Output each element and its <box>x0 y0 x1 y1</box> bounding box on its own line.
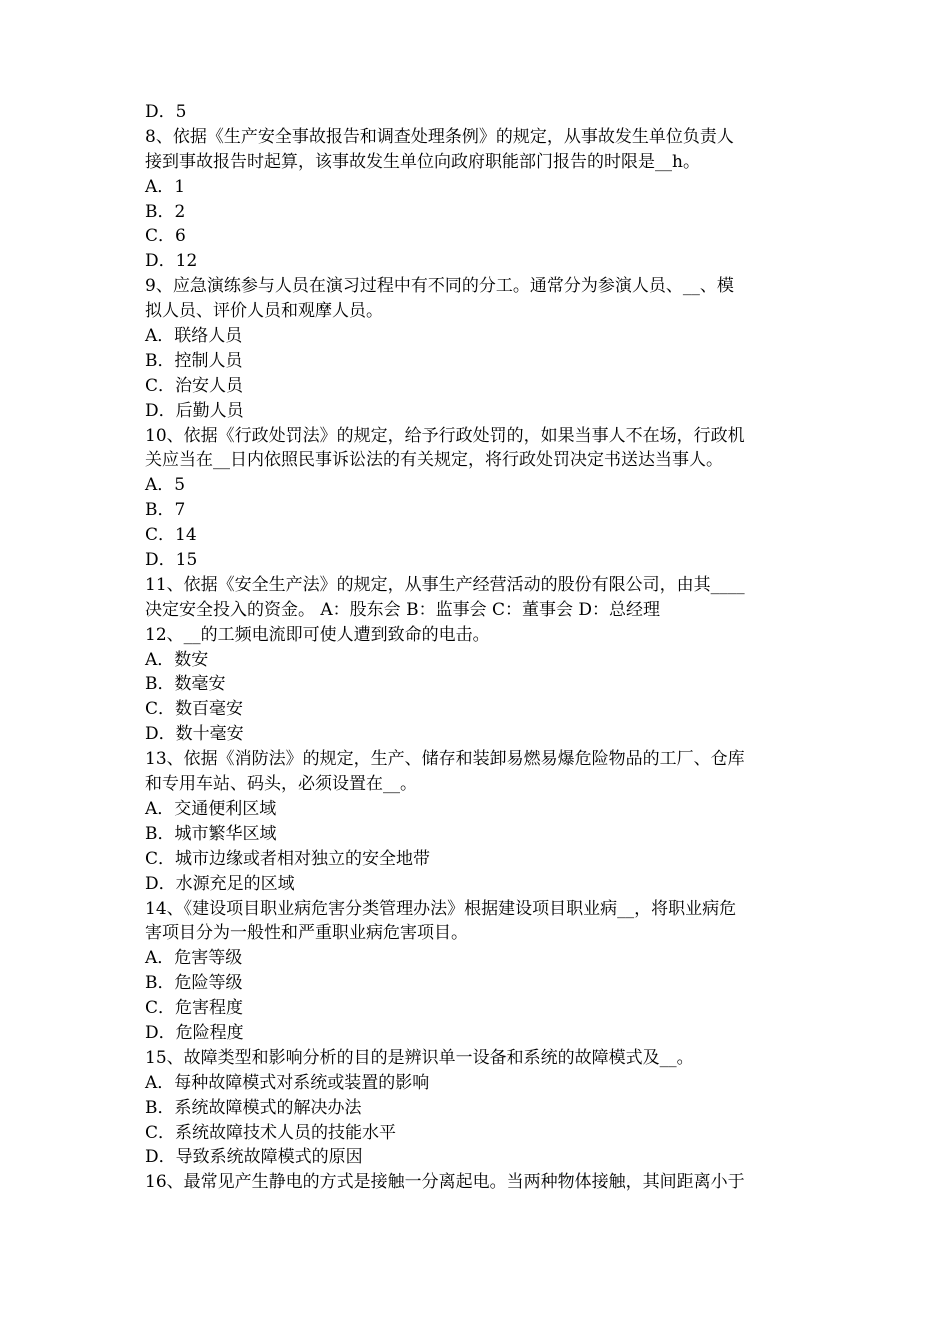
option-line: B．数毫安 <box>145 674 226 695</box>
option-line: A．联络人员 <box>145 326 243 347</box>
option-line: C．14 <box>145 525 197 546</box>
option-line: C．数百毫安 <box>145 699 244 720</box>
question-8-text: 8、依据《生产安全事故报告和调查处理条例》的规定，从事故发生单位负责人 <box>145 126 734 147</box>
option-line: D．12 <box>145 251 198 272</box>
option-line: B．7 <box>145 500 186 521</box>
option-line: A．1 <box>145 176 186 197</box>
option-line: C．系统故障技术人员的技能水平 <box>145 1122 397 1143</box>
option-line: B．2 <box>145 201 186 222</box>
option-line: D．数十毫安 <box>145 724 244 745</box>
question-11-text-cont: 决定安全投入的资金。 A：股东会 B：监事会 C：董事会 D：总经理 <box>145 599 661 620</box>
option-line: D．15 <box>145 550 198 571</box>
option-line: B．系统故障模式的解决办法 <box>145 1097 362 1118</box>
option-line: D．危险程度 <box>145 1022 244 1043</box>
document-body <box>145 100 815 1195</box>
option-line: A．5 <box>145 475 186 496</box>
text-line: D．5 <box>145 102 187 122</box>
question-11-text: 11、依据《安全生产法》的规定，从事生产经营活动的股份有限公司，由其____ <box>145 574 745 595</box>
question-14-text-cont: 害项目分为一般性和严重职业病危害项目。 <box>145 923 468 944</box>
option-line: C．治安人员 <box>145 375 244 396</box>
question-9-text-cont: 拟人员、评价人员和观摩人员。 <box>145 301 383 322</box>
option-line: B．危险等级 <box>145 973 243 994</box>
question-14-text: 14、《建设项目职业病危害分类管理办法》根据建设项目职业病__，将职业病危 <box>145 898 737 919</box>
option-line: B．城市繁华区域 <box>145 823 277 844</box>
question-10-text: 10、依据《行政处罚法》的规定，给予行政处罚的，如果当事人不在场，行政机 <box>145 425 745 446</box>
question-16-text: 16、最常见产生静电的方式是接触一分离起电。当两种物体接触，其间距离小于 <box>145 1172 745 1193</box>
question-10-text-cont: 关应当在__日内依照民事诉讼法的有关规定，将行政处罚决定书送达当事人。 <box>145 450 723 471</box>
question-9-text: 9、应急演练参与人员在演习过程中有不同的分工。通常分为参演人员、__、模 <box>145 276 734 297</box>
option-line: B．控制人员 <box>145 350 243 371</box>
question-8-text-cont: 接到事故报告时起算，该事故发生单位向政府职能部门报告的时限是__h。 <box>145 151 700 172</box>
question-13-text: 13、依据《消防法》的规定，生产、储存和装卸易燃易爆危险物品的工厂、仓库 <box>145 749 745 770</box>
question-15-text: 15、故障类型和影响分析的目的是辨识单一设备和系统的故障模式及__。 <box>145 1047 694 1068</box>
option-line: A．数安 <box>145 649 209 670</box>
option-line: A．每种故障模式对系统或装置的影响 <box>145 1072 430 1093</box>
option-line: D．水源充足的区域 <box>145 873 295 894</box>
option-line: D．后勤人员 <box>145 400 244 421</box>
option-line: A．危害等级 <box>145 948 243 969</box>
question-13-text-cont: 和专用车站、码头，必须设置在__。 <box>145 774 417 795</box>
option-line: C．城市边缘或者相对独立的安全地带 <box>145 848 431 869</box>
option-line: D．导致系统故障模式的原因 <box>145 1147 363 1168</box>
option-line: A．交通便利区域 <box>145 798 277 819</box>
question-12-text: 12、__的工频电流即可使人遭到致命的电击。 <box>145 624 490 645</box>
option-line: C．危害程度 <box>145 998 244 1019</box>
option-line: C．6 <box>145 226 186 247</box>
